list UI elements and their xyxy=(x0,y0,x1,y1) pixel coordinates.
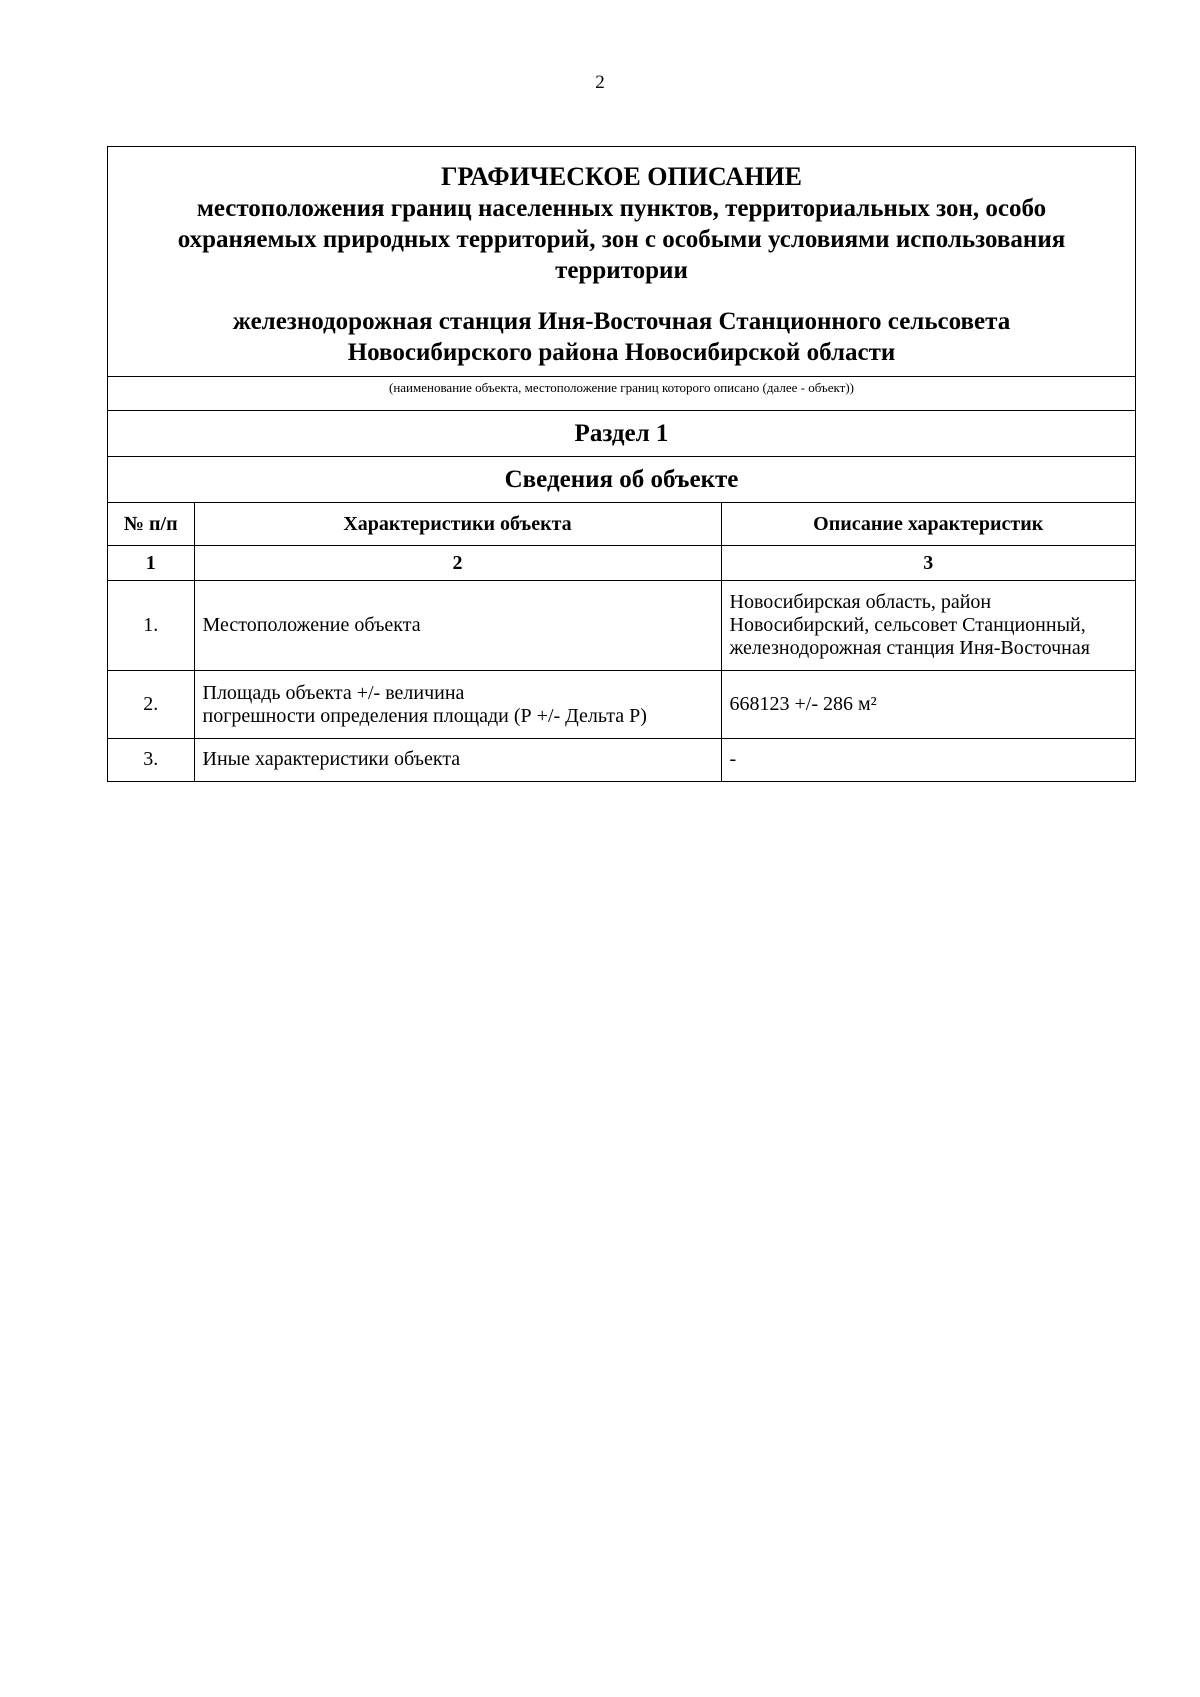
row-number: 2. xyxy=(108,671,194,739)
document-subtitle-line: территории xyxy=(555,257,688,284)
column-header-number: № п/п xyxy=(108,503,194,546)
row-characteristic xyxy=(194,581,721,671)
description-line: Новосибирская область, район xyxy=(729,591,992,613)
section-label: Раздел 1 xyxy=(108,410,1135,456)
characteristic-line: погрешности определения площади (Р +/- Дельта Р) xyxy=(202,704,647,727)
characteristic-line: Иные характеристики объекта xyxy=(202,748,461,771)
characteristic-line: Площадь объекта +/- величина xyxy=(202,681,465,704)
row-description xyxy=(721,739,1135,781)
column-number-row xyxy=(108,546,1135,581)
column-number: 1 xyxy=(108,546,194,581)
section-heading: Сведения об объекте xyxy=(108,456,1135,502)
document-subtitle-line: охраняемых природных территорий, зон с особыми условиями использования xyxy=(177,226,1066,253)
document-subtitle-line: местоположения границ населенных пунктов, территориальных зон, особо xyxy=(196,195,1047,222)
row-characteristic xyxy=(194,671,721,739)
table-row xyxy=(108,739,1135,781)
object-info-table xyxy=(108,502,1135,781)
column-number: 2 xyxy=(194,546,721,581)
description-line: железнодорожная станция Иня-Восточная xyxy=(729,637,1090,659)
description-line: Новосибирский, сельсовет Станционный, xyxy=(729,614,1086,636)
row-description xyxy=(721,671,1135,739)
document-frame xyxy=(107,146,1136,782)
document-header xyxy=(108,147,1135,376)
object-name-line: Новосибирского района Новосибирской области xyxy=(347,339,896,366)
column-header-characteristic: Характеристики объекта xyxy=(194,503,721,546)
column-number: 3 xyxy=(721,546,1135,581)
description-line: 668123 +/- 286 м² xyxy=(729,693,877,715)
column-header-description: Описание характеристик xyxy=(721,503,1135,546)
row-description xyxy=(721,581,1135,671)
row-number: 1. xyxy=(108,581,194,671)
page-number: 2 xyxy=(595,72,605,93)
object-name-caption: (наименование объекта, местоположение границ которого описано (далее - объект)) xyxy=(108,376,1135,410)
characteristic-line: Местоположение объекта xyxy=(202,614,421,636)
description-line: - xyxy=(729,748,737,771)
document-title: ГРАФИЧЕСКОЕ ОПИСАНИЕ xyxy=(441,162,802,191)
table-row xyxy=(108,581,1135,671)
object-name-line: железнодорожная станция Иня-Восточная Станционного сельсовета xyxy=(232,308,1011,335)
row-number: 3. xyxy=(108,739,194,781)
table-row xyxy=(108,671,1135,739)
table-header-row xyxy=(108,503,1135,546)
row-characteristic xyxy=(194,739,721,781)
